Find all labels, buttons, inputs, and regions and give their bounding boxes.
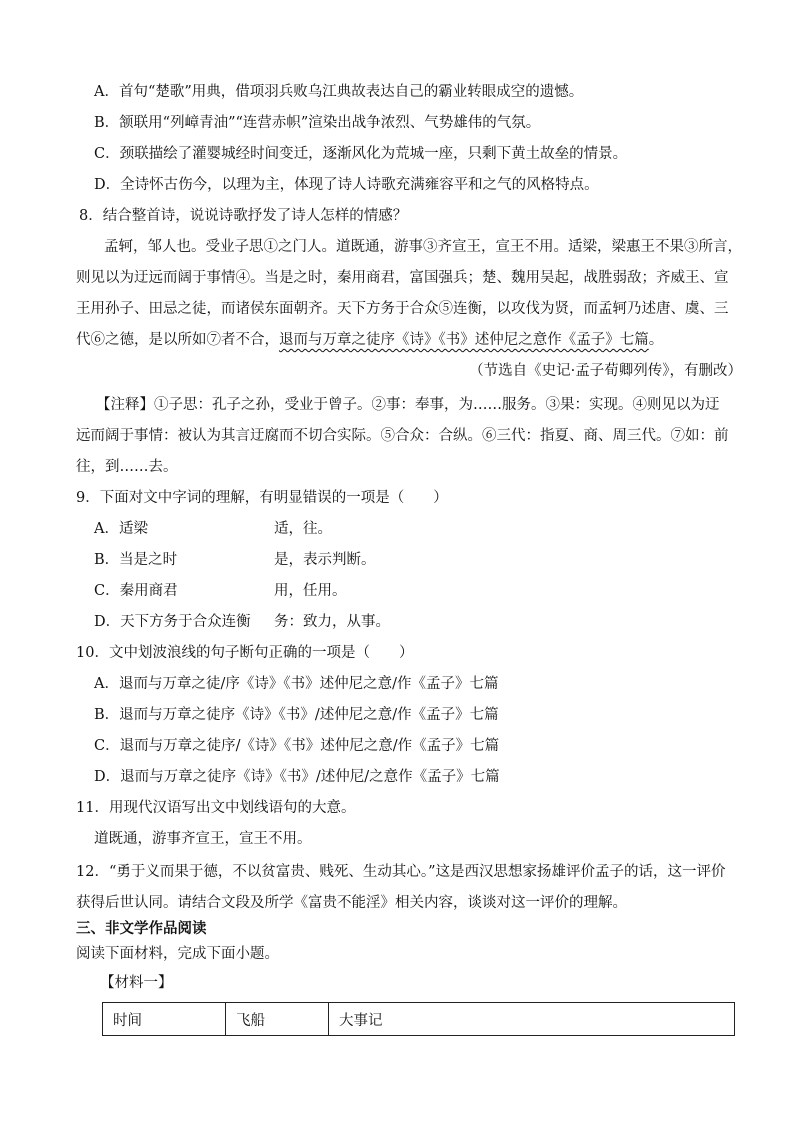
q9-option-a xyxy=(94,519,332,539)
table-header-row xyxy=(103,1003,735,1036)
notes-line-1: 【注释】①子思：孔子之孙，受业于曾子。②事：奉事，为……服务。③果：实现。④则见以为迂 xyxy=(96,397,720,413)
q9-option-b-term: B．当是之时 xyxy=(94,552,178,568)
material-1-table xyxy=(102,1002,735,1036)
q10-option-c: C．退而与万章之徒序/《诗》《书》述仲尼之意/作《孟子》七篇 xyxy=(94,738,500,754)
q10-option-b: B．退而与万章之徒序《诗》《书》/述仲尼之意/作《孟子》七篇 xyxy=(94,707,499,723)
q10-option-d: D．退而与万章之徒序《诗》《书》/述仲尼/之意作《孟子》七篇 xyxy=(94,769,500,785)
question-12-line-1: 12．“勇于义而果于德，不以贫富贵、贱死、生动其心。”这是西汉思想家扬雄评价孟子的话，这一评价 xyxy=(76,864,726,880)
section-3-instruction: 阅读下面材料，完成下面小题。 xyxy=(76,946,279,962)
q9-option-b xyxy=(94,550,376,570)
passage-line-4-plain: 代⑥之德，是以所如⑦者不合， xyxy=(76,332,279,348)
wavy-underlined-sentence: 退而与万章之徒序《诗》《书》述仲尼之意作《孟子》七篇 xyxy=(279,332,649,348)
q9-option-a-gloss: 适，往。 xyxy=(274,521,332,537)
question-11-stem: 11．用现代汉语写出文中划线语句的大意。 xyxy=(76,800,356,816)
q9-option-d-gloss: 务：致力，从事。 xyxy=(274,614,390,630)
table-header-spacecraft: 飞船 xyxy=(226,1003,329,1036)
q11-sentence: 道既通，游事齐宣王，宣王不用。 xyxy=(94,831,312,847)
q9-option-c xyxy=(94,581,347,601)
table-header-events: 大事记 xyxy=(329,1003,735,1036)
q9-option-d xyxy=(94,612,390,632)
question-10-stem: 10．文中划波浪线的句子断句正确的一项是（ ） xyxy=(76,645,414,661)
passage-line-2: 则见以为迂远而阔于事情④。当是之时，秦用商君，富国强兵；楚、魏用吴起，战胜弱敌；齐威王、宣 xyxy=(76,270,729,286)
q9-option-c-gloss: 用，任用。 xyxy=(274,583,347,599)
q7-option-a: A．首句“楚歌”用典，借项羽兵败乌江典故表达自己的霸业转眼成空的遗憾。 xyxy=(94,84,584,100)
notes-line-3: 往，到……去。 xyxy=(76,459,178,475)
q9-option-a-term: A．适梁 xyxy=(94,521,148,537)
passage-source: （节选自《史记·孟子荀卿列传》，有删改） xyxy=(469,363,742,379)
section-3-heading: 三、非文学作品阅读 xyxy=(76,921,207,937)
q9-option-b-gloss: 是，表示判断。 xyxy=(274,552,376,568)
q7-option-b: B．颔联用“列嶂青油”“连营赤帜”渲染出战争浓烈、气势雄伟的气氛。 xyxy=(94,115,541,131)
question-8: 8．结合整首诗，说说诗歌抒发了诗人怎样的情感？ xyxy=(79,208,408,224)
notes-line-2: 远而阔于事情：被认为其言迂腐而不切合实际。⑤合众：合纵。⑥三代：指夏、商、周三代。⑦如：前 xyxy=(76,428,729,444)
q7-option-c: C．颈联描绘了灌婴城经时间变迁，逐渐风化为荒城一座，只剩下黄土故垒的情景。 xyxy=(94,146,628,162)
q10-option-a: A．退而与万章之徒/序《诗》《书》述仲尼之意/作《孟子》七篇 xyxy=(94,676,499,692)
material-1-label: 【材料一】 xyxy=(100,975,173,991)
passage-line-3: 王用孙子、田忌之徒，而诸侯东面朝齐。天下方务于合众⑤连衡，以攻伐为贤，而孟轲乃述唐、虞、三 xyxy=(76,301,729,317)
q9-option-c-term: C．秦用商君 xyxy=(94,583,178,599)
passage-line-4-end: 。 xyxy=(648,332,664,348)
q9-option-d-term: D．天下方务于合众连衡 xyxy=(94,614,251,630)
question-9-stem: 9．下面对文中字词的理解，有明显错误的一项是（ ） xyxy=(76,490,448,506)
q7-option-d: D．全诗怀古伤今，以理为主，体现了诗人诗歌充满雍容平和之气的风格特点。 xyxy=(94,177,599,193)
question-12-line-2: 获得后世认同。请结合文段及所学《富贵不能淫》相关内容，谈谈对这一评价的理解。 xyxy=(76,895,627,911)
passage-line-1: 孟轲，邹人也。受业子思①之门人。道既通，游事③齐宣王，宣王不用。适梁，梁惠王不果③所言， xyxy=(104,239,742,255)
passage-line-4 xyxy=(76,330,663,350)
table-header-time: 时间 xyxy=(103,1003,226,1036)
